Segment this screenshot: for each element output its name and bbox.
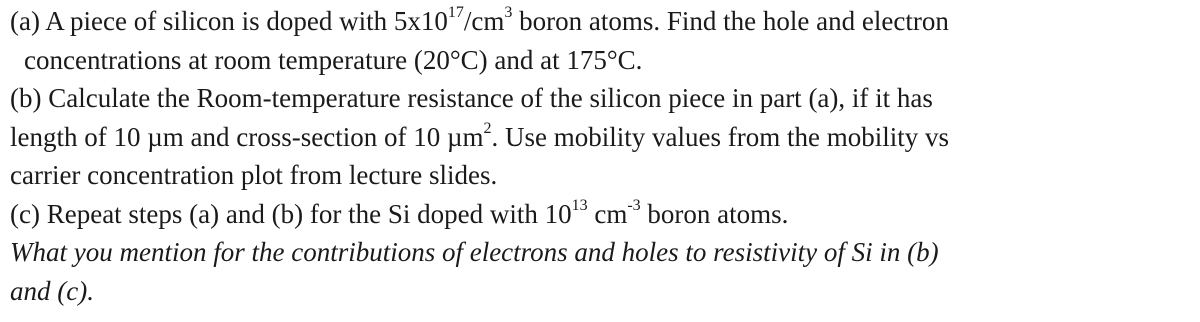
part-c-unit: cm [587, 198, 628, 229]
part-b-text-start: length of 10 µm and cross-section of 10 µm [10, 121, 484, 152]
part-a-unit: /cm [463, 6, 505, 36]
part-c-text-start: (c) Repeat steps (a) and (b) for the Si doped with 10 [10, 198, 572, 229]
part-c-exponent-minus-3: -3 [627, 196, 641, 214]
problem-text [10, 2, 1195, 310]
part-a-text-start: (a) A piece of silicon is doped with 5x10 [10, 6, 448, 36]
part-a-line-1 [10, 2, 1195, 41]
part-a-line-2: concentrations at room temperature (20°C) and at 175°C. [24, 44, 643, 75]
part-b-line-1: (b) Calculate the Room-temperature resistance of the silicon piece in part (a), if it has [10, 83, 933, 113]
part-b-text-end: . Use mobility values from the mobility vs [491, 121, 949, 152]
part-a-exponent-3: 3 [504, 4, 513, 21]
question-line-2: and (c). [10, 275, 94, 306]
part-c-line-1 [10, 195, 1195, 234]
part-c-text-end: boron atoms. [640, 198, 789, 229]
part-b-line-3: carrier concentration plot from lecture slides. [10, 160, 498, 190]
part-a-text-end: boron atoms. Find the hole and electron [512, 6, 949, 36]
part-b-exponent-2: 2 [483, 119, 492, 137]
part-b-line-2 [10, 118, 1195, 157]
part-a-exponent-17: 17 [447, 4, 464, 21]
question-line-1: What you mention for the contributions of electrons and holes to resistivity of Si in (b) [10, 237, 939, 267]
part-c-exponent-13: 13 [571, 196, 588, 214]
